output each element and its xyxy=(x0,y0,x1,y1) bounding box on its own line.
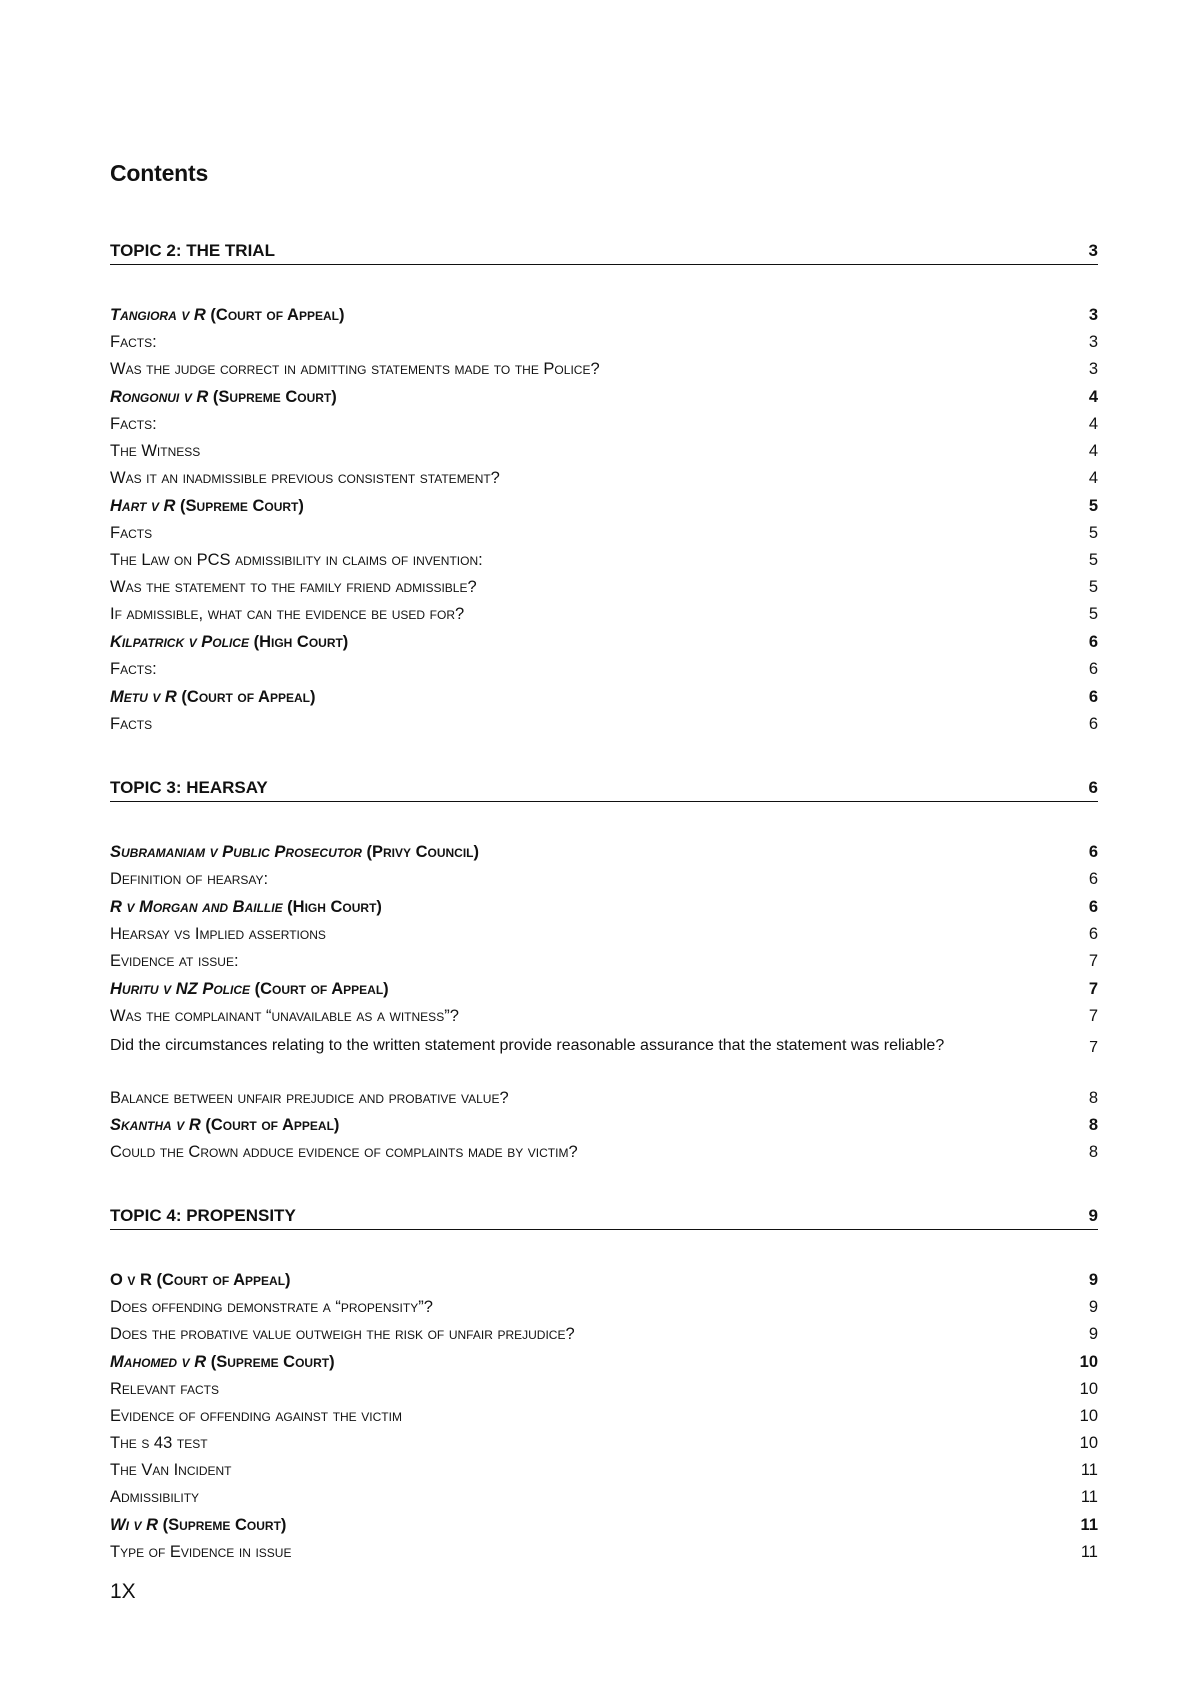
toc-sub-entry[interactable] xyxy=(110,1141,1098,1163)
toc-sub-entry[interactable] xyxy=(110,603,1098,625)
toc-entry-text: Facts: xyxy=(110,333,157,351)
toc-page-number: 3 xyxy=(1088,241,1098,260)
toc-page-number: 4 xyxy=(1088,469,1098,487)
toc-case-entry[interactable] xyxy=(110,841,1098,863)
toc-page-number: 5 xyxy=(1088,551,1098,569)
toc-entry-text: Admissibility xyxy=(110,1488,200,1506)
toc-entry-text: If admissible, what can the evidence be used for? xyxy=(110,605,465,623)
court-name: (Privy Council) xyxy=(361,843,479,861)
toc-sub-entry[interactable] xyxy=(110,658,1098,680)
toc-entry-text: The Van Incident xyxy=(110,1461,232,1479)
toc-page-number: 3 xyxy=(1088,306,1098,324)
toc-entry-text xyxy=(110,304,344,326)
toc-sub-entry[interactable] xyxy=(110,331,1098,353)
toc-page-number: 8 xyxy=(1088,1116,1098,1134)
toc-page-number: 5 xyxy=(1088,578,1098,596)
toc-entry-text: Facts xyxy=(110,715,153,733)
toc-topic-entry[interactable] xyxy=(110,1205,1098,1230)
toc-page-number: 10 xyxy=(1079,1353,1098,1371)
toc-page-number: 3 xyxy=(1088,360,1098,378)
toc-sub-entry[interactable] xyxy=(110,1087,1098,1109)
toc-page-number: 9 xyxy=(1088,1298,1098,1316)
toc-sub-entry[interactable] xyxy=(110,440,1098,462)
court-name: (Supreme Court) xyxy=(208,388,337,406)
toc-page-number: 5 xyxy=(1088,605,1098,623)
toc-entry-text xyxy=(110,1514,286,1536)
toc-case-entry[interactable] xyxy=(110,686,1098,708)
toc-entry-text: Was the statement to the family friend admissible? xyxy=(110,578,477,596)
toc-entry-text: Facts xyxy=(110,524,153,542)
toc-entry-text: TOPIC 3: HEARSAY xyxy=(110,778,268,797)
case-name: Rongonui v R xyxy=(110,388,209,406)
toc-case-entry[interactable] xyxy=(110,978,1098,1000)
toc-sub-entry[interactable] xyxy=(110,1432,1098,1454)
toc-case-entry[interactable] xyxy=(110,1114,1098,1136)
toc-page-number: 6 xyxy=(1088,898,1098,916)
toc-case-entry[interactable] xyxy=(110,386,1098,408)
toc-sub-entry[interactable] xyxy=(110,549,1098,571)
toc-page-number: 10 xyxy=(1079,1380,1098,1398)
toc-entry-text xyxy=(110,1269,291,1291)
toc-sub-entry[interactable] xyxy=(110,1541,1098,1563)
toc-entry-text: Facts: xyxy=(110,415,157,433)
toc-sub-entry[interactable] xyxy=(110,467,1098,489)
toc-page-number: 6 xyxy=(1088,925,1098,943)
toc-entry-text: Does offending demonstrate a “propensity”? xyxy=(110,1298,433,1316)
toc-page-number: 7 xyxy=(1088,952,1098,970)
toc-entry-text xyxy=(110,841,479,863)
toc-entry-text: Evidence at issue: xyxy=(110,952,239,970)
case-name: Kilpatrick v Police xyxy=(110,633,249,651)
toc-sub-entry[interactable] xyxy=(110,1405,1098,1427)
toc-page-number: 6 xyxy=(1088,778,1098,797)
toc-entry-text: Was the complainant “unavailable as a witness”? xyxy=(110,1007,459,1025)
toc-page-number: 7 xyxy=(1088,1007,1098,1025)
toc-sub-entry[interactable] xyxy=(110,923,1098,945)
toc-page-number: 4 xyxy=(1088,415,1098,433)
toc-topic-entry[interactable] xyxy=(110,777,1098,802)
toc-entry-text xyxy=(110,386,337,408)
court-name: (Supreme Court) xyxy=(158,1516,287,1534)
toc-case-entry[interactable] xyxy=(110,896,1098,918)
case-name: Subramaniam v Public Prosecutor xyxy=(110,843,362,861)
toc-page-number: 4 xyxy=(1088,442,1098,460)
toc-page-number: 9 xyxy=(1088,1325,1098,1343)
toc-sub-entry[interactable] xyxy=(110,358,1098,380)
court-name: (Court of Appeal) xyxy=(176,688,316,706)
toc-sub-entry[interactable] xyxy=(110,868,1098,890)
toc-entry-text: Evidence of offending against the victim xyxy=(110,1407,402,1425)
toc-page-number: 6 xyxy=(1088,660,1098,678)
toc-page-number: 8 xyxy=(1088,1089,1098,1107)
toc-page-number: 6 xyxy=(1088,870,1098,888)
toc-entry-text: The s 43 test xyxy=(110,1434,208,1452)
toc-sub-entry[interactable] xyxy=(110,413,1098,435)
toc-sub-entry[interactable] xyxy=(110,1459,1098,1481)
case-name: Hart v R xyxy=(110,497,176,515)
toc-page-number: 11 xyxy=(1080,1543,1098,1561)
court-name: (Court of Appeal) xyxy=(250,980,389,998)
toc-page-number: 11 xyxy=(1080,1488,1098,1506)
toc-sub-entry[interactable] xyxy=(110,1486,1098,1508)
court-name: O v R (Court of Appeal) xyxy=(110,1271,291,1289)
case-name: R v Morgan and Baillie xyxy=(110,898,283,916)
toc-case-entry[interactable] xyxy=(110,1514,1098,1536)
toc-entry-text: Was the judge correct in admitting statements made to the Police? xyxy=(110,360,600,378)
toc-page-number: 10 xyxy=(1079,1434,1098,1452)
court-name: (Supreme Court) xyxy=(206,1353,335,1371)
case-name: Tangiora v R xyxy=(110,306,206,324)
toc-page-number: 8 xyxy=(1088,1143,1098,1161)
toc-entry-text: The Witness xyxy=(110,442,201,460)
case-name: Skantha v R xyxy=(110,1116,201,1134)
toc-page-number: 6 xyxy=(1088,633,1098,651)
toc-entry-text xyxy=(110,1114,339,1136)
court-name: (High Court) xyxy=(282,898,382,916)
toc-entry-text xyxy=(110,1351,335,1373)
toc-sub-entry[interactable] xyxy=(110,576,1098,598)
page-footer-number: 1X xyxy=(110,1580,136,1603)
toc-case-entry[interactable] xyxy=(110,304,1098,326)
case-name: Mahomed v R xyxy=(110,1353,207,1371)
toc-sub-entry[interactable] xyxy=(110,1032,1098,1059)
toc-page-number: 5 xyxy=(1088,524,1098,542)
toc-entry-text: The Law on PCS admissibility in claims of invention: xyxy=(110,551,483,569)
toc-case-entry[interactable] xyxy=(110,1269,1098,1291)
toc-entry-text: Relevant facts xyxy=(110,1380,219,1398)
toc-entry-text xyxy=(110,495,304,517)
toc-entry-text: TOPIC 2: THE TRIAL xyxy=(110,241,275,260)
court-name: (High Court) xyxy=(248,633,349,651)
toc-entry-text xyxy=(110,631,348,653)
case-name: Wi v R xyxy=(110,1516,158,1534)
toc-page-number: 7 xyxy=(1088,980,1098,998)
toc-entry-text xyxy=(110,896,382,918)
toc-sub-entry[interactable] xyxy=(110,950,1098,972)
toc-page-number: 4 xyxy=(1088,388,1098,406)
toc-sub-entry[interactable] xyxy=(110,1378,1098,1400)
toc-page-number: 10 xyxy=(1079,1407,1098,1425)
toc-entry-text xyxy=(110,978,389,1000)
toc-entry-text: Was it an inadmissible previous consistent statement? xyxy=(110,469,500,487)
toc-case-entry[interactable] xyxy=(110,495,1098,517)
toc-sub-entry[interactable] xyxy=(110,713,1098,735)
case-name: Metu v R xyxy=(110,688,177,706)
toc-entry-text: Hearsay vs Implied assertions xyxy=(110,925,326,943)
toc-page-number: 7 xyxy=(1089,1039,1098,1056)
toc-page-number: 5 xyxy=(1088,497,1098,515)
toc-page-number: 9 xyxy=(1088,1271,1098,1289)
toc-entry-text: TOPIC 4: PROPENSITY xyxy=(110,1206,296,1225)
toc-page-number: 6 xyxy=(1088,843,1098,861)
toc-topic-entry[interactable] xyxy=(110,240,1098,265)
toc-case-entry[interactable] xyxy=(110,1351,1098,1373)
toc-sub-entry[interactable] xyxy=(110,1323,1098,1345)
toc-case-entry[interactable] xyxy=(110,631,1098,653)
toc-entry-text: Definition of hearsay: xyxy=(110,870,269,888)
toc-entry-text: Does the probative value outweigh the risk of unfair prejudice? xyxy=(110,1325,575,1343)
toc-page-number: 11 xyxy=(1080,1461,1098,1479)
page-title: Contents xyxy=(110,160,209,186)
toc-page-number: 6 xyxy=(1088,715,1098,733)
toc-entry-text: Did the circumstances relating to the written statement provide reasonable assurance that the statement was reliable? xyxy=(110,1037,945,1054)
toc-page-number: 6 xyxy=(1088,688,1098,706)
toc-sub-entry[interactable] xyxy=(110,1296,1098,1318)
toc-page-number: 9 xyxy=(1088,1206,1098,1225)
toc-entry-text xyxy=(110,686,315,708)
court-name: (Court of Appeal) xyxy=(200,1116,340,1134)
toc-sub-entry[interactable] xyxy=(110,1005,1098,1027)
toc-page-number: 3 xyxy=(1088,333,1098,351)
toc-entry-text: Facts: xyxy=(110,660,157,678)
court-name: (Supreme Court) xyxy=(175,497,304,515)
toc-entry-text: Type of Evidence in issue xyxy=(110,1543,292,1561)
toc-entry-text: Could the Crown adduce evidence of complaints made by victim? xyxy=(110,1143,578,1161)
toc-sub-entry[interactable] xyxy=(110,522,1098,544)
toc-entry-text: Balance between unfair prejudice and probative value? xyxy=(110,1089,509,1107)
case-name: Huritu v NZ Police xyxy=(110,980,251,998)
toc-page-number: 11 xyxy=(1080,1516,1098,1534)
court-name: (Court of Appeal) xyxy=(205,306,345,324)
